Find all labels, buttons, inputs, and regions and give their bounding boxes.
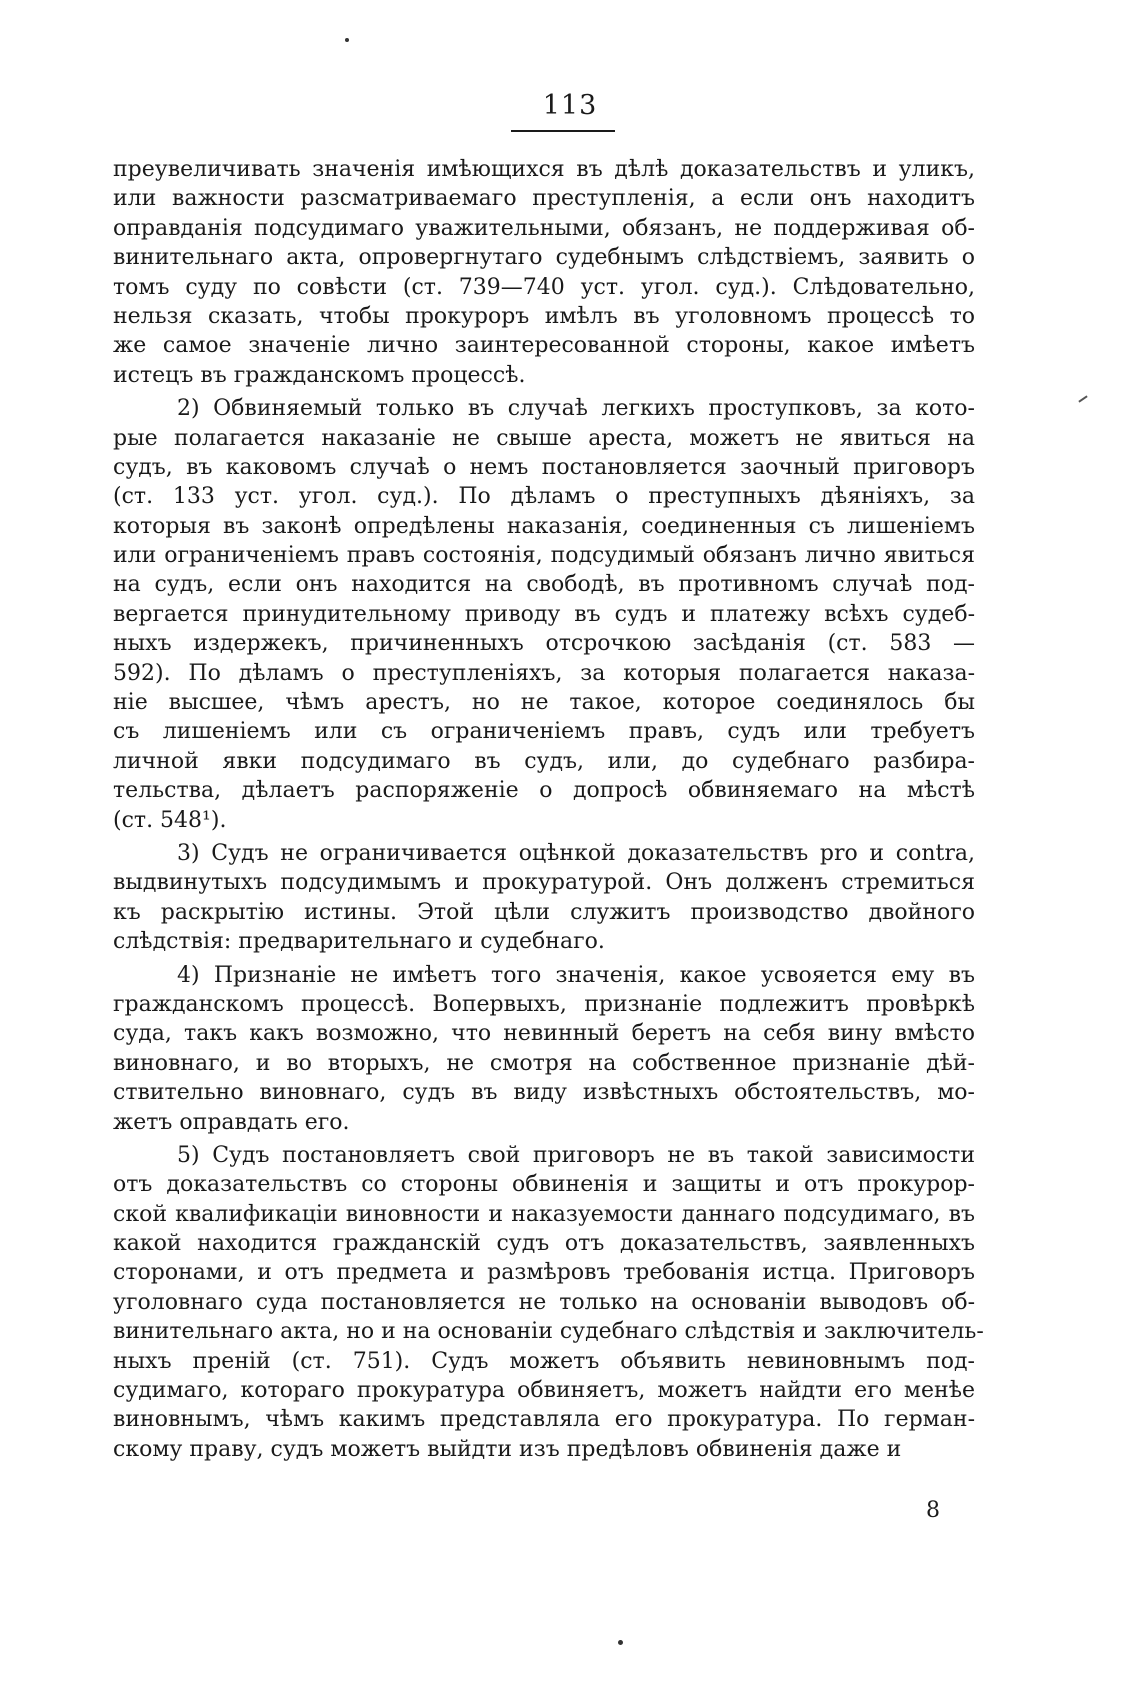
text-line: жетъ оправдать его.: [113, 1109, 350, 1135]
text-line: съ лишеніемъ или съ ограниченіемъ правъ, судъ или требуетъ: [113, 719, 975, 745]
scan-speck: [618, 1640, 623, 1645]
text-line: скому праву, судъ можетъ выйдти изъ предѣловъ обвиненія даже и: [113, 1436, 902, 1462]
text-line: ныхъ издержекъ, причиненныхъ отсрочкою засѣданія (ст. 583 —: [113, 631, 975, 657]
text-line: же самое значеніе лично заинтересованной стороны, какое имѣетъ: [113, 333, 975, 359]
paragraph: [113, 1141, 984, 1464]
text-line: вергается принудительному приводу въ судъ и платежу всѣхъ судеб-: [113, 601, 975, 627]
text-line: ской квалификаціи виновности и наказуемости даннаго подсудимаго, въ: [113, 1201, 975, 1227]
text-line: судимаго, котораго прокуратура обвиняетъ, можетъ найдти его менѣе: [113, 1378, 975, 1404]
text-line: выдвинутыхъ подсудимымъ и прокуратурой. Онъ долженъ стремиться: [113, 870, 975, 896]
scan-mark: [1078, 395, 1087, 402]
text-line: которыя въ законѣ опредѣлены наказанія, соединенныя съ лишеніемъ: [113, 513, 975, 539]
text-line: преувеличивать значенія имѣющихся въ дѣлѣ доказательствъ и уликъ,: [113, 157, 975, 182]
text-line: къ раскрытію истины. Этой цѣли служитъ производство двойного: [113, 899, 975, 925]
text-line: 2) Обвиняемый только въ случаѣ легкихъ проступковъ, за кото-: [177, 396, 975, 422]
text-line: сторонами, и отъ предмета и размѣровъ требованія истца. Приговоръ: [113, 1260, 975, 1286]
body-text: [113, 155, 984, 1464]
text-line: истецъ въ гражданскомъ процессѣ.: [113, 362, 526, 388]
text-line: томъ суду по совѣсти (ст. 739—740 уст. угол. суд.). Слѣдовательно,: [113, 274, 975, 300]
text-line: 5) Судъ постановляетъ свой приговоръ не въ такой зависимости: [177, 1142, 975, 1168]
paragraph: [113, 961, 975, 1137]
text-line: (ст. 133 уст. угол. суд.). По дѣламъ о преступныхъ дѣяніяхъ, за: [113, 484, 975, 510]
text-line: виновнымъ, чѣмъ какимъ представляла его прокуратура. По герман-: [113, 1407, 975, 1433]
text-line: 4) Признаніе не имѣетъ того значенія, какое усвояется ему въ: [177, 962, 975, 988]
paragraph: [113, 394, 975, 835]
text-line: ніе высшее, чѣмъ арестъ, но не такое, которое соединялось бы: [113, 690, 975, 716]
text-line: ныхъ преній (ст. 751). Судъ можетъ объявить невиновнымъ под-: [113, 1348, 975, 1374]
paragraph: [113, 155, 975, 390]
text-line: судъ, въ каковомъ случаѣ о немъ постановляется заочный приговоръ: [113, 454, 975, 480]
text-line: рые полагается наказаніе не свыше ареста, можетъ не явиться на: [113, 425, 975, 451]
text-line: на судъ, если онъ находится на свободѣ, въ противномъ случаѣ под-: [113, 572, 975, 598]
signature-mark: 8: [926, 1498, 940, 1523]
text-line: винительнаго акта, опровергнутаго судебнымъ слѣдствіемъ, заявить о: [113, 245, 975, 271]
page-number: 113: [542, 90, 598, 121]
text-line: 3) Судъ не ограничивается оцѣнкой доказательствъ pro и contra,: [177, 840, 975, 866]
scan-speck: [345, 38, 349, 42]
text-line: какой находится гражданскій судъ отъ доказательствъ, заявленныхъ: [113, 1231, 975, 1257]
text-line: нельзя сказать, чтобы прокуроръ имѣлъ въ уголовномъ процессѣ то: [113, 303, 975, 329]
text-line: личной явки подсудимаго въ судъ, или, до судебнаго разбира-: [113, 748, 975, 774]
text-line: или ограниченіемъ правъ состоянія, подсудимый обязанъ лично явиться: [113, 543, 975, 569]
paragraph: [113, 839, 975, 957]
text-line: тельства, дѣлаетъ распоряженіе о допросѣ обвиняемаго на мѣстѣ: [113, 778, 975, 804]
text-line: или важности разсматриваемаго преступленія, а если онъ находитъ: [113, 186, 975, 212]
text-line: суда, такъ какъ возможно, что невинный беретъ на себя вину вмѣсто: [113, 1021, 975, 1047]
text-line: слѣдствія: предварительнаго и судебнаго.: [113, 929, 605, 955]
text-line: ствительно виновнаго, судъ въ виду извѣстныхъ обстоятельствъ, мо-: [113, 1080, 975, 1106]
text-line: гражданскомъ процессѣ. Вопервыхъ, признаніе подлежитъ провѣркѣ: [113, 991, 975, 1017]
text-line: виновнаго, и во вторыхъ, не смотря на собственное признаніе дѣй-: [113, 1050, 975, 1076]
page-number-rule: [511, 130, 615, 132]
text-line: (ст. 548¹).: [113, 807, 227, 833]
text-line: 592). По дѣламъ о преступленіяхъ, за которыя полагается наказа-: [113, 660, 975, 686]
text-line: винительнаго акта, но и на основаніи судебнаго слѣдствія и заключитель-: [113, 1319, 984, 1345]
text-line: отъ доказательствъ со стороны обвиненія и защиты и отъ прокурор-: [113, 1172, 975, 1198]
text-line: оправданія подсудимаго уважительными, обязанъ, не поддерживая об-: [113, 215, 975, 241]
text-line: уголовнаго суда постановляется не только на основаніи выводовъ об-: [113, 1289, 975, 1315]
